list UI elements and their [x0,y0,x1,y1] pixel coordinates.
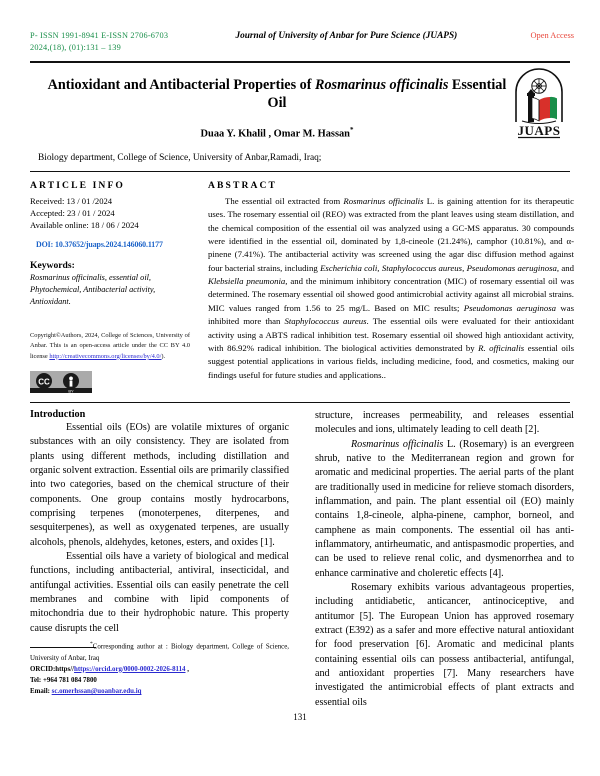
page-number: 131 [293,712,307,722]
abstract-species-paeruginosa-2: Pseudomonas aeruginosa [463,302,557,313]
title-prefix: Antioxidant and Antibacterial Properties of [47,77,315,94]
right-paragraph-2-text: L. (Rosemary) is an evergreen shrub, native to the Mediterranean region and grown for aromatic and medicinal properties. The aerial parts of the plant are traditionally used in medicine for relieve stomach disorders, inflammation, and pain. The plant essential oil (EO) mainly contains 1,8-cineole, alpha-pinene, camphor, borneol, and camphene as main components. The essential oil has anti-inflammatory, antirheumatic, and antispasmodic properties, and can be used to relieve renal colic, and dysmenorrhea and to enhance carminative and choleretic effects [4]. [315,438,574,579]
footnote-star: * [90,641,93,648]
abstract-species-kpneumonia: Klebsiella pneumonia [208,276,286,287]
abstract-seg-9: essential oils suggest potential applications in various fields, including medicine, food, and cosmetics, making our findings useful for future studies and applications.. [208,342,574,380]
email-link[interactable]: sc.omerhssan@uoanbar.edu.iq [51,688,142,696]
issn-line-2: 2024,(18), (01):131 – 139 [30,43,121,53]
telephone-line: Tel: +964 781 084 7800 [30,676,97,684]
abstract-seg-6: , and the minimum inhibitory concentration (MIC) of rosemary essential oil was determined. The rosemary essential oil showed good antimicrobial activity against all microbial strains. MIC values ranged from 1.56 to 25 mg/L. Based on MIC results; [208,276,574,313]
article-info-column [30,180,198,393]
orcid-tail: , [185,665,189,673]
abstract-species-rosmarinus: Rosmarinus officinalis [343,195,424,206]
journal-name: Journal of University of Anbar for Pure Science (JUAPS) [235,31,458,41]
juaps-logo-icon [506,66,572,144]
corresponding-author-text: Corresponding author at : Biology department, College of Science, University of Anbar, Iraq [30,643,289,662]
title-area [0,63,600,163]
doi-link[interactable]: DOI: 10.37652/juaps.2024.146060.1177 [36,240,163,250]
footnote-block [30,641,289,697]
title-species: Rosmarinus officinalis [315,77,449,94]
author-list [38,126,516,139]
copyright-notice [30,331,190,362]
email-line [30,686,289,697]
open-access-label: Open Access [530,31,574,40]
issn-block [30,30,168,54]
intro-paragraph-1-text: Essential oils (EOs) are volatile mixtures of organic substances with an oily consistency. They are isolated from plants using different methods, including distillation and organic solvent extraction. Essential oils are primarily classified into two categories, based on the chemical structure of their components. One group contains mostly hydrocarbons, comprising terpenes (monoterpenes, diterpenes, and sesquiterpenes), as well as oxygenated terpenes, are usually alcohols, phenols, aldehydes, ketones, esters, and oxides [1]. [30,422,289,548]
abstract-heading: ABSTRACT [208,179,278,191]
abstract-species-saureus: Staphylococcus aureus [381,262,463,273]
right-paragraph-3-text: Rosemary exhibits various advantageous properties, including antidiabetic, anticancer, antinociceptive, and antitumor [5]. The European Union has approved rosemary extract (E392) as a safer and more effective natural antioxidant for food preservation [6]. Aromatic and medicinal plants containing essential oils can possess antibacterial, antifungal, and antioxidant properties [7]. Many researchers have investigated the antimicrobial effects of plant extracts and essential oils [315,582,574,708]
creative-commons-badge-icon [30,371,92,393]
corresponding-author-note [30,640,289,664]
right-paragraph-3 [315,581,574,710]
author-names: Duaa Y. Khalil , Omar M. Hassan [200,128,350,140]
page-title [38,76,516,112]
issn-line-1: P- ISSN 1991-8941 E-ISSN 2706-6703 [30,31,169,40]
abstract-seg-7: was inhibited more than [208,302,575,327]
abstract-seg-5: , and [556,262,575,273]
masthead [0,0,600,54]
copyright-tail: ). [161,352,166,360]
abstract-species-saureus-2: Staphylococcus aureus [284,316,367,327]
abstract-column [198,180,574,382]
abstract-text [208,195,574,382]
email-label: Email: [30,688,52,696]
abstract-seg-2: L. is gaining attention for its therapeutic uses. The rosemary essential oil (REO) was extracted from the plant leaves using steam distillation, and the chemical composition of the essential oil was analyzed using a GC-MS apparatus. 30 compounds were identified in the essential oil, dominated by 1,8-cineole (21.24%), camphor (10.81%), and α-pinene (7.41%). The antibacterial activity was screened using the agar disc diffusion method against four bacterial strains, including [208,195,575,273]
abstract-seg-8: . The essential oils were evaluated for their antioxidant activity using a ABTS radical inhibition test. Rosemary essential oil showed high antioxidant activity, with 86.92% radical inhibition. The biological activities demonstrated by [208,316,575,353]
keywords-heading: Keywords: [30,260,75,272]
abstract-seg-1: The essential oil extracted from [225,195,344,206]
abstract-seg-3: , [377,262,382,273]
svg-text:JUAPS: JUAPS [517,123,561,139]
introduction-heading: Introduction [30,409,86,421]
intro-paragraph-1 [30,421,289,550]
orcid-line [30,664,289,675]
title-suffix: Essential Oil [267,77,507,112]
orcid-label: ORCID:https// [30,665,75,673]
available-online-date: Available online: 18 / 06 / 2024 [30,220,139,231]
copyright-text: Copyright©Authors, 2024, College of Sciences, University of Anbar. This is an open-access article under the CC BY 4.0 license [30,332,190,360]
keywords-list: Rosmarinus officinalis, essential oil, Phytochemical, Antibacterial activity, Antioxidant. [30,273,156,307]
abstract-species-r-officinalis: R. officinalis [478,342,525,353]
corresponding-marker: * [349,126,354,135]
cc-license-link[interactable]: http://creativecommons.org/licenses/by/4.0/ [49,352,162,360]
orcid-link[interactable]: https://orcid.org/0000-0002-2026-8114 [74,665,186,673]
cc-badge-label: BY [68,388,74,394]
accepted-date: Accepted: 23 / 01 / 2024 [30,208,115,219]
body-column-left [30,409,302,710]
received-date: Received: 13 / 01 /2024 [30,195,113,206]
intro-paragraph-2-text: Essential oils have a variety of biological and medical functions, including antibacterial, antiviral, insecticidal, and antifungal activities. Essential oils can easily penetrate the cell membranes and combine with lipid components of mitochondria due to their hydrophobic nature. This property cause disrupts the cell [30,551,289,634]
right-paragraph-1: structure, increases permeability, and releases essential molecules and ions, ultimately leading to cell death [2]. [315,410,574,436]
svg-text:CC: CC [38,377,50,387]
right-paragraph-2-species: Rosmarinus officinalis [351,438,444,450]
info-abstract-section [0,172,600,393]
article-info-heading: ARTICLE INFO [30,179,125,191]
body-column-right [302,409,574,710]
affiliation: Biology department, College of Science, University of Anbar,Ramadi, Iraq; [38,152,322,163]
abstract-seg-4: , [462,262,467,273]
intro-paragraph-2 [30,550,289,636]
abstract-species-paeruginosa: Pseudomonas aeruginosa [466,262,557,273]
right-paragraph-2 [315,438,574,581]
article-dates [30,195,190,232]
abstract-species-ecoli: Escherichia coli [320,262,378,273]
body-columns [0,403,600,710]
